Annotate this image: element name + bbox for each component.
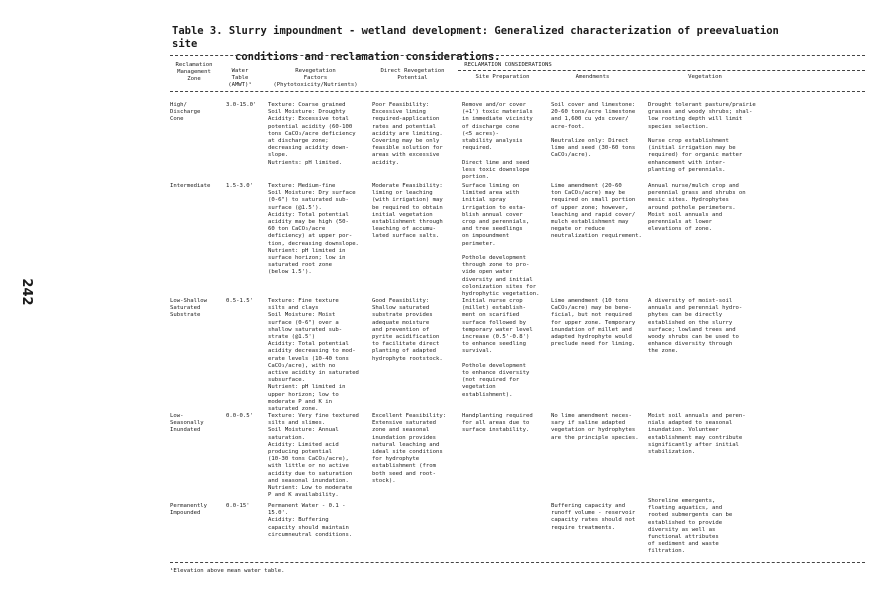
row1-water-table: 3.0-15.0' <box>226 102 257 108</box>
row1-amendments: Soil cover and limestone: 20-60 tons/acre limestone and 1,600 cu yds cover/ acre-foot. Neutralize only: Direct lime and seed (30-60 tons CaCO₃/acre). <box>551 102 636 159</box>
header-reclamation-considerations: RECLAMATION CONSIDERATIONS <box>464 62 552 68</box>
row2-vegetation: Annual nurse/mulch crop and perennial grass and shrubs on mesic sites. Hydrophytes around pothole perimeters. Moist soil annuals and perennials at lower elevations of zone. <box>648 183 746 233</box>
row4-zone: Low- Seasonally Inundated <box>170 413 204 434</box>
top-rule <box>170 55 865 56</box>
title-line-2: conditions and reclamation considerations. <box>235 51 501 63</box>
row2-site-preparation: Surface liming on limited area with initial spray irrigation to esta- blish annual cover crop and perennials, and tree seedlings on impoundment perimeter. Pothole development through zone to pro- vide open water diversity and initial colonization sites for hydrophytic vegetation. <box>462 183 540 298</box>
row5-amendments: Buffering capacity and runoff volume - reservoir capacity rates should not require treatments. <box>551 503 636 531</box>
row1-revegetation: Texture: Coarse grained Soil Moisture: Droughty Acidity: Excessive total potential acidity (60-100 tons CaCO₃/acre deficiency at discharge zone; decreasing acidity down- slope. Nutrients: pH limited. <box>268 102 356 166</box>
row4-revegetation: Texture: Very fine textured silts and slimes. Soil Moisture: Annual saturation. Acidity: Limited acid producing potential (10-30 tons CaCO₃/acre), with little or no active acidity due to saturation and seasonal inundation. Nutrient: Low to moderate P and K availability. <box>268 413 359 499</box>
row1-vegetation: Drought tolerant pasture/prairie grasses and woody shrubs; shal- low rooting depth will limit species selection. Nurse crop establishment (initial irrigation may be required) for organic matter enhancement with inter- planting of perennials. <box>648 102 756 173</box>
row5-revegetation: Permanent Water - 0.1 - 15.0'. Acidity: Buffering capacity should maintain circumneutral conditions. <box>268 503 353 538</box>
row2-water-table: 1.5-3.0' <box>226 183 253 189</box>
reclamation-rule <box>458 70 865 71</box>
row1-zone: High/ Discharge Cone <box>170 102 201 123</box>
row4-amendments: No lime amendment neces- sary if saline adapted vegetation or hydrophytes are the principle species. <box>551 413 639 441</box>
footnote: ¹Elevation above mean water table. <box>170 568 285 574</box>
bottom-rule <box>170 562 865 563</box>
page-number: 242 <box>19 278 34 306</box>
row3-zone: Low-Shallow Saturated Substrate <box>170 298 208 319</box>
row5-zone: Permanently Impounded <box>170 503 208 517</box>
row4-site-preparation: Handplanting required for all areas due to surface instability. <box>462 413 533 434</box>
row1-direct: Poor Feasibility: Excessive liming required-application rates and potential acidity are limiting. Covering may be only feasible solution for areas with excessive acidity. <box>372 102 443 166</box>
row4-direct: Excellent Feasibility: Extensive saturated zone and seasonal inundation provides natural leaching and ideal site conditions for hydrophyte establishment (from both seed and root- stock). <box>372 413 447 484</box>
row3-amendments: Lime amendment (10 tons CaCO₃/acre) may be bene- ficial, but not required for upper zone. Temporary inundation of millet and adapted hydrophyte would preclude need for liming. <box>551 298 636 348</box>
header-revegetation-factors: Revegetation Factors (Phytotoxicity/Nutrients) <box>273 68 358 89</box>
header-vegetation: Vegetation <box>688 74 722 80</box>
row1-site-preparation: Remove and/or cover (+1') toxic materials in immediate vicinity of discharge cone (<5 acres)- stability analysis required. Direct lime and seed less toxic downslope portion. <box>462 102 533 181</box>
row3-direct: Good Feasibility: Shallow saturated substrate provides adequate moisture and prevention of pyrite acidification to facilitate direct planting of adapted hydrophyte rootstock. <box>372 298 443 362</box>
row2-direct: Moderate Feasibility: liming or leaching (with irrigation) may be required to obtain initial vegetation establishment through leaching of accumu- lated surface salts. <box>372 183 443 240</box>
title-line-1: Table 3. Slurry impoundment - wetland development: Generalized characterization of preevaluation site <box>172 25 779 50</box>
table-title <box>172 25 792 64</box>
header-rule <box>170 91 865 92</box>
row2-amendments: Lime amendment (20-60 ton CaCO₃/acre) may be required on small portion of upper zone; however, leaching and rapid cover/ mulch establishment may negate or reduce neutralization requirement. <box>551 183 642 240</box>
header-site-preparation: Site Preparation <box>475 74 530 80</box>
row4-water-table: 0.0-0.5' <box>226 413 253 419</box>
header-zone: Reclamation Management Zone <box>175 62 213 83</box>
header-water-table: Water Table (AMWT)¹ <box>228 68 252 89</box>
row3-revegetation: Texture: Fine texture silts and clays Soil Moisture: Moist surface (0-6") over a shallow saturated sub- strate (@1.5') Acidity: Total potential acidity decreasing to mod- erate levels (10-40 tons CaCO₃/acre), with no active acidity in saturated subsurface. Nutrient: pH limited in upper horizon; low to moderate P and K in saturated zone. <box>268 298 359 413</box>
row3-site-preparation: Initial nurse crop (millet) establish- ment on scarified surface followed by temporary water level increase (0.5'-0.8') to enhance seedling survival. Pothole development to enhance diversity (not required for vegetation establishment). <box>462 298 533 398</box>
header-direct-potential: Direct Revegetation Potential <box>380 68 445 82</box>
row2-revegetation: Texture: Medium-fine Soil Moisture: Dry surface (0-6") to saturated sub- surface (@1.5'). Acidity: Total potential acidity may be high (50- 60 ton CaCO₃/acre deficiency) at upper por- tion, decreasing downslope. Nutrient: pH limited in surface horizon; low in saturated root zone (below 1.5'). <box>268 183 359 276</box>
row5-vegetation: Shoreline emergents, floating aquatics, and rooted submergents can be established to provide diversity as well as functional attributes of sediment and waste filtration. <box>648 498 733 555</box>
row3-water-table: 0.5-1.5' <box>226 298 253 304</box>
row2-zone: Intermediate <box>170 183 211 189</box>
header-amendments: Amendments <box>575 74 610 80</box>
row5-water-table: 0.0-15' <box>226 503 250 509</box>
row3-vegetation: A diversity of moist-soil annuals and perennial hydro- phytes can be directly established on the slurry surface; lowland trees and woody shrubs can be used to enhance diversity through the zone. <box>648 298 743 355</box>
row4-vegetation: Moist soil annuals and peren- nials adapted to seasonal inundation. Volunteer establishment may contribute significantly after initial stabilization. <box>648 413 746 456</box>
